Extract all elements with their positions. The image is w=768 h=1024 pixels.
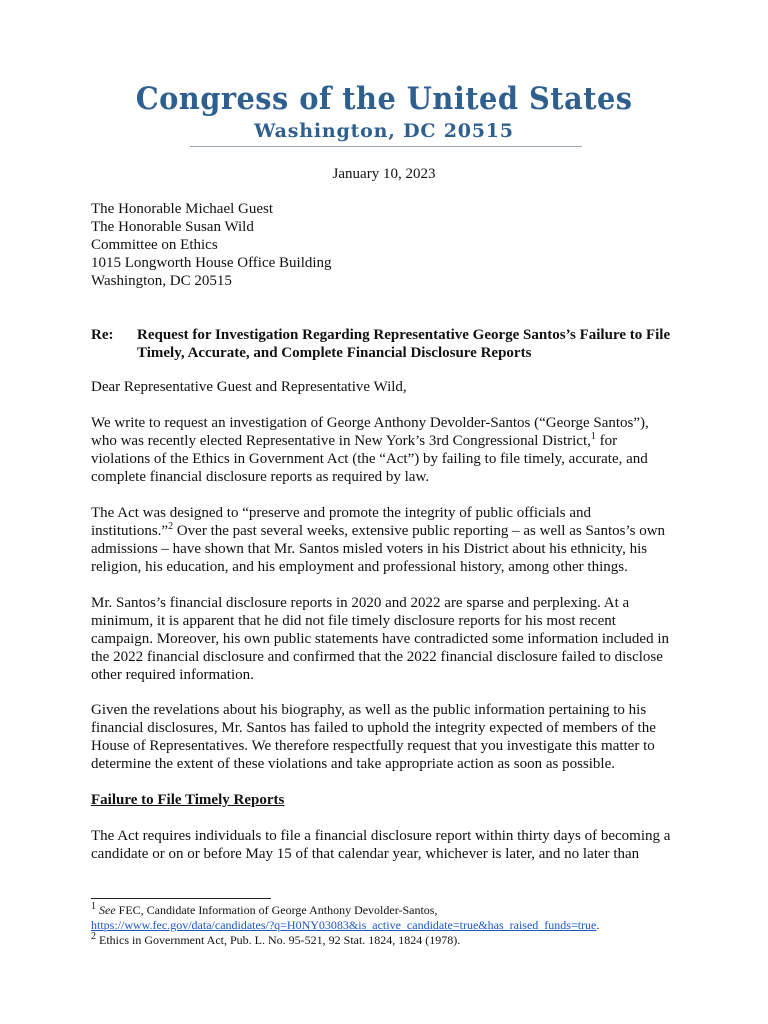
letterhead-divider [190, 146, 582, 147]
paragraph-5 [91, 827, 691, 863]
addressee-line: 1015 Longworth House Office Building [91, 255, 332, 271]
footnote-ref-2[interactable]: 2 [168, 521, 174, 532]
addressee-line: Committee on Ethics [91, 237, 218, 253]
paragraph-line: candidate or on or before May 15 of that calendar year, whichever is later, and no later than [91, 846, 640, 862]
paragraph-line: The Act was designed to “preserve and promote the integrity of public officials and [91, 505, 591, 521]
addressee-line: The Honorable Michael Guest [91, 201, 274, 217]
footnote-divider [91, 898, 271, 899]
footnote-signal: See [99, 903, 116, 917]
addressee-line: The Honorable Susan Wild [91, 219, 254, 235]
paragraph-line: admissions – have shown that Mr. Santos misled voters in his District about his ethnicity, his [91, 541, 648, 557]
letterhead-subtitle: Washington, DC 20515 [254, 120, 514, 142]
section-heading: Failure to File Timely Reports [91, 792, 285, 808]
paragraph-line: other required information. [91, 667, 254, 683]
letterhead [0, 80, 768, 144]
paragraph-text: for [595, 433, 618, 449]
paragraph-text: institutions.” [91, 523, 169, 539]
paragraph-3 [91, 594, 691, 684]
footnote-text: Ethics in Government Act, Pub. L. No. 95-521, 92 Stat. 1824, 1824 (1978). [96, 933, 461, 947]
paragraph-line: complete financial disclosure reports as required by law. [91, 469, 430, 485]
footnote-number: 2 [91, 931, 96, 942]
footnote-1 [91, 903, 691, 918]
paragraph-line: Given the revelations about his biography, as well as the public information pertaining to his [91, 702, 647, 718]
addressee-block [91, 200, 332, 290]
footnote-1-link-line [91, 918, 691, 933]
paragraph-line: the 2022 financial disclosure and confirmed that the 2022 financial disclosure failed to disclose [91, 649, 663, 665]
letterhead-title: Congress of the United States [135, 81, 633, 117]
paragraph-4 [91, 701, 691, 773]
paragraph-text: who was recently elected Representative in New York’s 3rd Congressional District, [91, 433, 591, 449]
paragraph-line: campaign. Moreover, his own public statements have contradicted some information included in [91, 631, 669, 647]
paragraph-text: Over the past several weeks, extensive public reporting – as well as Santos’s own [173, 523, 666, 539]
salutation: Dear Representative Guest and Representative Wild, [91, 379, 407, 395]
paragraph-line: Mr. Santos’s financial disclosure reports in 2020 and 2022 are sparse and perplexing. At a [91, 595, 630, 611]
paragraph-line: religion, his education, and his employment and professional history, among other things. [91, 559, 628, 575]
addressee-line: Washington, DC 20515 [91, 273, 232, 289]
paragraph-line: minimum, it is apparent that he did not file timely disclosure reports for his most recent [91, 613, 616, 629]
paragraph-line: House of Representatives. We therefore respectfully request that you investigate this matter to [91, 738, 655, 754]
paragraph-line [91, 432, 691, 450]
paragraph-line: The Act requires individuals to file a financial disclosure report within thirty days of becoming a [91, 828, 671, 844]
footnote-text: FEC, Candidate Information of George Anthony Devolder-Santos, [115, 903, 438, 917]
paragraph-2 [91, 504, 691, 576]
footnote-text: . [596, 918, 600, 932]
subject-label: Re: [91, 327, 114, 343]
footnote-number: 1 [91, 901, 96, 912]
fec-link[interactable]: https://www.fec.gov/data/candidates/?q=H0NY03083&is_active_candidate=true&has_raised_funds=true [91, 918, 597, 932]
footnote-2 [91, 933, 691, 948]
subject-text [137, 326, 697, 362]
paragraph-line: We write to request an investigation of George Anthony Devolder-Santos (“George Santos”), [91, 415, 649, 431]
paragraph-line: violations of the Ethics in Government Act (the “Act”) by failing to file timely, accurate, and [91, 451, 648, 467]
subject-text-line: Request for Investigation Regarding Representative George Santos’s Failure to File [137, 327, 671, 343]
footnote-ref-1[interactable]: 1 [590, 431, 596, 442]
subject-text-line: Timely, Accurate, and Complete Financial Disclosure Reports [137, 345, 532, 361]
letter-date: January 10, 2023 [332, 166, 436, 182]
paragraph-line [91, 522, 691, 540]
paragraph-1 [91, 414, 691, 486]
footnotes [91, 903, 691, 948]
paragraph-line: financial disclosures, Mr. Santos has failed to uphold the integrity expected of members of the [91, 720, 656, 736]
paragraph-line: determine the extent of these violations and take appropriate action as soon as possible. [91, 756, 616, 772]
